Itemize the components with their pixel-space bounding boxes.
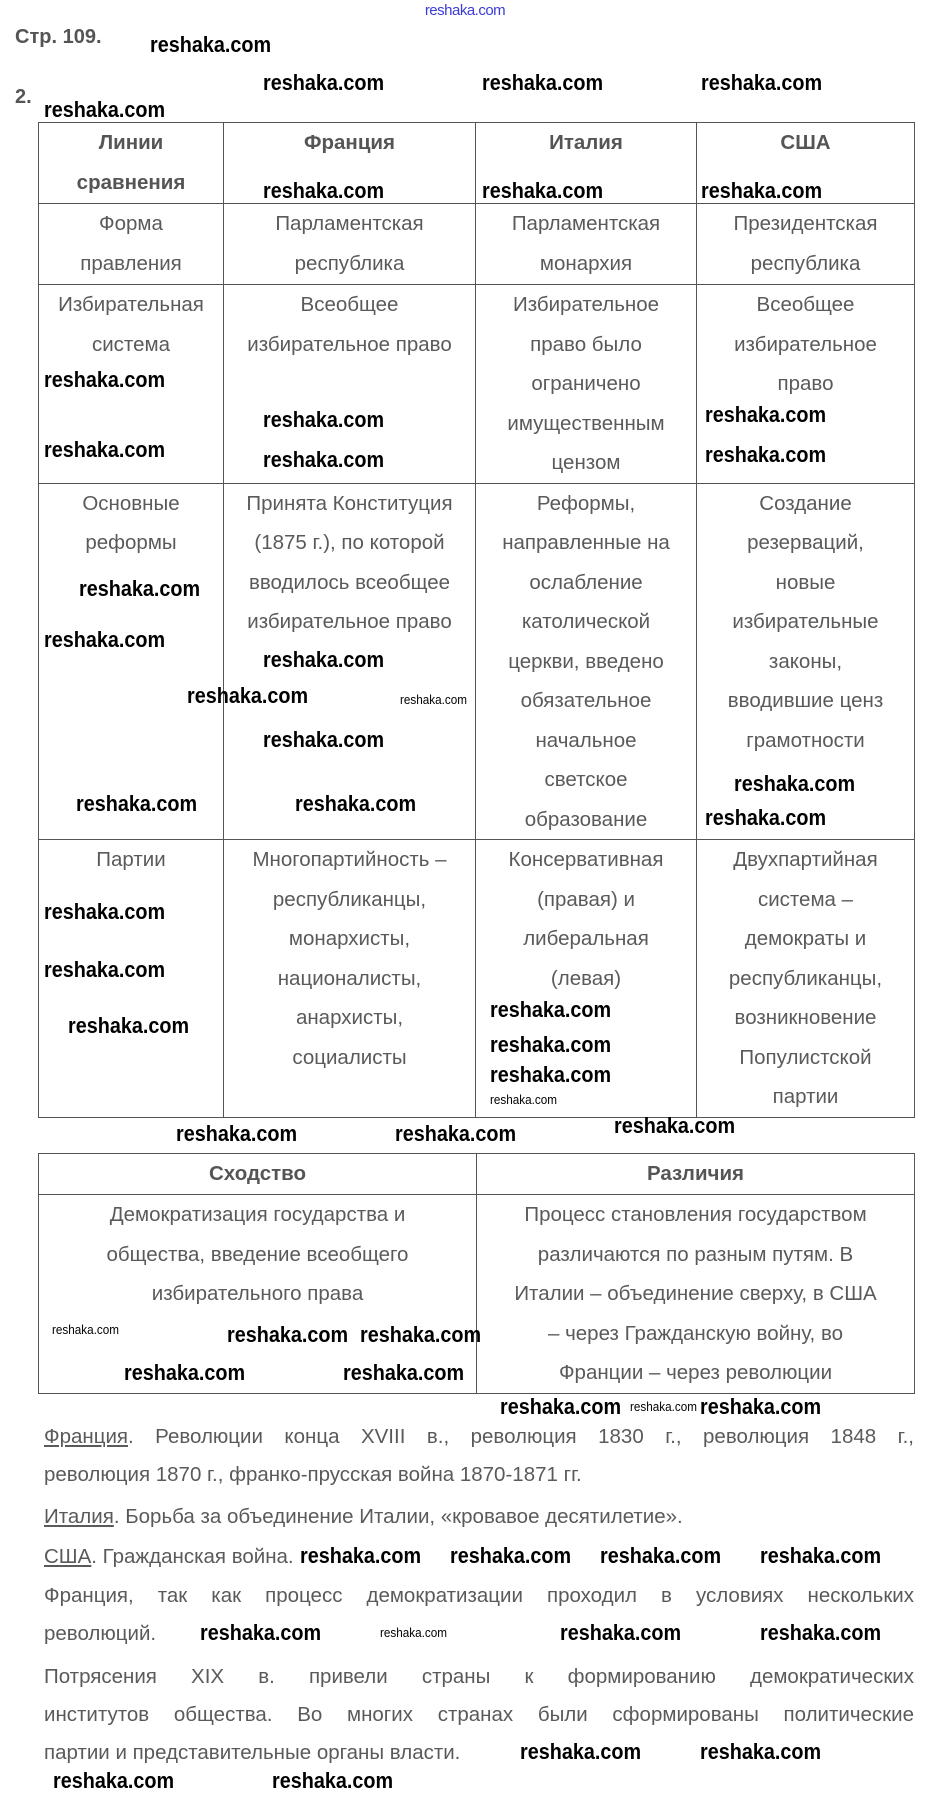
watermark: reshaka.com	[343, 1360, 465, 1385]
watermark: reshaka.com	[44, 437, 166, 462]
watermark: reshaka.com	[53, 1768, 175, 1793]
watermark: reshaka.com	[227, 1322, 349, 1347]
watermark: reshaka.com	[760, 1543, 882, 1568]
table-cell: Процесс становления государством различаются по разным путям. В Италии – объединение сверху, в США – через Гражданскую войну, во Франции – через революции	[477, 1195, 915, 1394]
table-cell: Форма правления	[39, 204, 224, 285]
table-cell: Основные реформы	[39, 483, 224, 840]
usa-lead: США	[44, 1545, 92, 1568]
italy-text: . Борьба за объединение Италии, «кровавое десятилетие».	[113, 1505, 683, 1528]
table-row	[39, 840, 915, 1118]
table-cell: Всеобщее избирательное право	[697, 285, 915, 484]
conclusion-line: Потрясения XIX в. привели страны к формированию демократических	[44, 1665, 914, 1688]
watermark: reshaka.com	[44, 627, 166, 652]
watermark: reshaka.com	[490, 997, 612, 1022]
table-cell: Избирательное право было ограничено имущественным цензом	[476, 285, 697, 484]
table-cell: Консервативная (правая) и либеральная (левая)	[476, 840, 697, 1118]
watermark: reshaka.com	[187, 683, 309, 708]
watermark: reshaka.com	[44, 899, 166, 924]
table-cell: Многопартийность – республиканцы, монархисты, националисты, анархисты, социалисты	[224, 840, 476, 1118]
watermark: reshaka.com	[52, 1322, 119, 1337]
table-cell: Создание резерваций, новые избирательные законы, вводившие ценз грамотности	[697, 483, 915, 840]
watermark: reshaka.com	[79, 576, 201, 601]
conclusion-line: институтов общества. Во многих странах были сформированы политические	[44, 1703, 914, 1726]
watermark: reshaka.com	[272, 1768, 394, 1793]
table-cell: Партии	[39, 840, 224, 1118]
watermark: reshaka.com	[490, 1062, 612, 1087]
watermark: reshaka.com	[400, 692, 467, 707]
watermark: reshaka.com	[150, 32, 272, 57]
watermark: reshaka.com	[295, 791, 417, 816]
header-cell: Линии сравнения	[39, 123, 224, 204]
table-cell: Парламентская монархия	[476, 204, 697, 285]
table-cell: Демократизация государства и общества, введение всеобщего избирательного права	[39, 1195, 477, 1394]
similarity-table	[38, 1153, 915, 1394]
watermark: reshaka.com	[760, 1620, 882, 1645]
watermark: reshaka.com	[380, 1625, 447, 1640]
table-cell: Президентская республика	[697, 204, 915, 285]
watermark: reshaka.com	[263, 407, 385, 432]
table-cell: Реформы, направленные на ослабление католической церкви, введено обязательное начальное светское образование	[476, 483, 697, 840]
table-cell: Двухпартийная система – демократы и республиканцы, возникновение Популистской партии	[697, 840, 915, 1118]
page-label: Стр. 109.	[15, 26, 102, 48]
france-lead: Франция	[44, 1425, 129, 1448]
watermark: reshaka.com	[490, 1032, 612, 1057]
watermark: reshaka.com	[263, 178, 385, 203]
watermark: reshaka.com	[490, 1092, 557, 1107]
watermark: reshaka.com	[44, 957, 166, 982]
watermark: reshaka.com	[630, 1399, 697, 1414]
table-cell: Избирательная система	[39, 285, 224, 484]
watermark: reshaka.com	[700, 1394, 822, 1419]
comparison-table	[38, 122, 915, 1118]
watermark: reshaka.com	[263, 70, 385, 95]
header-cell: Италия	[476, 123, 697, 204]
watermark: reshaka.com	[700, 1739, 822, 1764]
conclusion-line: партии и представительные органы власти.	[44, 1741, 461, 1764]
italy-lead: Италия	[44, 1505, 114, 1528]
watermark: reshaka.com	[360, 1322, 482, 1347]
table-header-row	[39, 1154, 915, 1195]
header-cell: Различия	[477, 1154, 915, 1195]
table-cell: Принята Конституция (1875 г.), по которой вводилось всеобщее избирательное право	[224, 483, 476, 840]
watermark: reshaka.com	[263, 647, 385, 672]
answer-line: революций.	[44, 1622, 157, 1645]
watermark: reshaka.com	[395, 1121, 517, 1146]
table-row	[39, 204, 915, 285]
header-cell: Сходство	[39, 1154, 477, 1195]
watermark: reshaka.com	[176, 1121, 298, 1146]
watermark: reshaka.com	[614, 1113, 736, 1138]
watermark: reshaka.com	[482, 70, 604, 95]
header-cell: Франция	[224, 123, 476, 204]
watermark: reshaka.com	[450, 1543, 572, 1568]
table-cell: Всеобщее избирательное право	[224, 285, 476, 484]
table-cell: Парламентская республика	[224, 204, 476, 285]
watermark: reshaka.com	[705, 442, 827, 467]
usa-text: . Гражданская война.	[91, 1545, 294, 1568]
watermark: reshaka.com	[263, 447, 385, 472]
paragraph-france-line	[44, 1425, 914, 1448]
watermark: reshaka.com	[701, 178, 823, 203]
watermark: reshaka.com	[734, 771, 856, 796]
header-cell: США	[697, 123, 915, 204]
paragraph-france-line: революция 1870 г., франко-прусская война 1870-1871 гг.	[44, 1463, 582, 1486]
watermark: reshaka.com	[44, 97, 166, 122]
watermark: reshaka.com	[600, 1543, 722, 1568]
watermark: reshaka.com	[701, 70, 823, 95]
watermark: reshaka.com	[76, 791, 198, 816]
watermark: reshaka.com	[263, 727, 385, 752]
watermark: reshaka.com	[300, 1543, 422, 1568]
answer-line: Франция, так как процесс демократизации проходил в условиях нескольких	[44, 1584, 914, 1607]
task-number: 2.	[15, 86, 32, 108]
watermark: reshaka.com	[560, 1620, 682, 1645]
watermark: reshaka.com	[124, 1360, 246, 1385]
watermark: reshaka.com	[500, 1394, 622, 1419]
top-watermark: reshaka.com	[424, 2, 506, 19]
paragraph-italy	[44, 1505, 914, 1528]
watermark: reshaka.com	[482, 178, 604, 203]
watermark: reshaka.com	[705, 402, 827, 427]
france-text: . Революции конца XVIII в., революция 1830 г., революция 1848 г.,	[128, 1425, 914, 1448]
watermark: reshaka.com	[705, 805, 827, 830]
watermark: reshaka.com	[520, 1739, 642, 1764]
watermark: reshaka.com	[68, 1013, 190, 1038]
watermark: reshaka.com	[200, 1620, 322, 1645]
watermark: reshaka.com	[44, 367, 166, 392]
